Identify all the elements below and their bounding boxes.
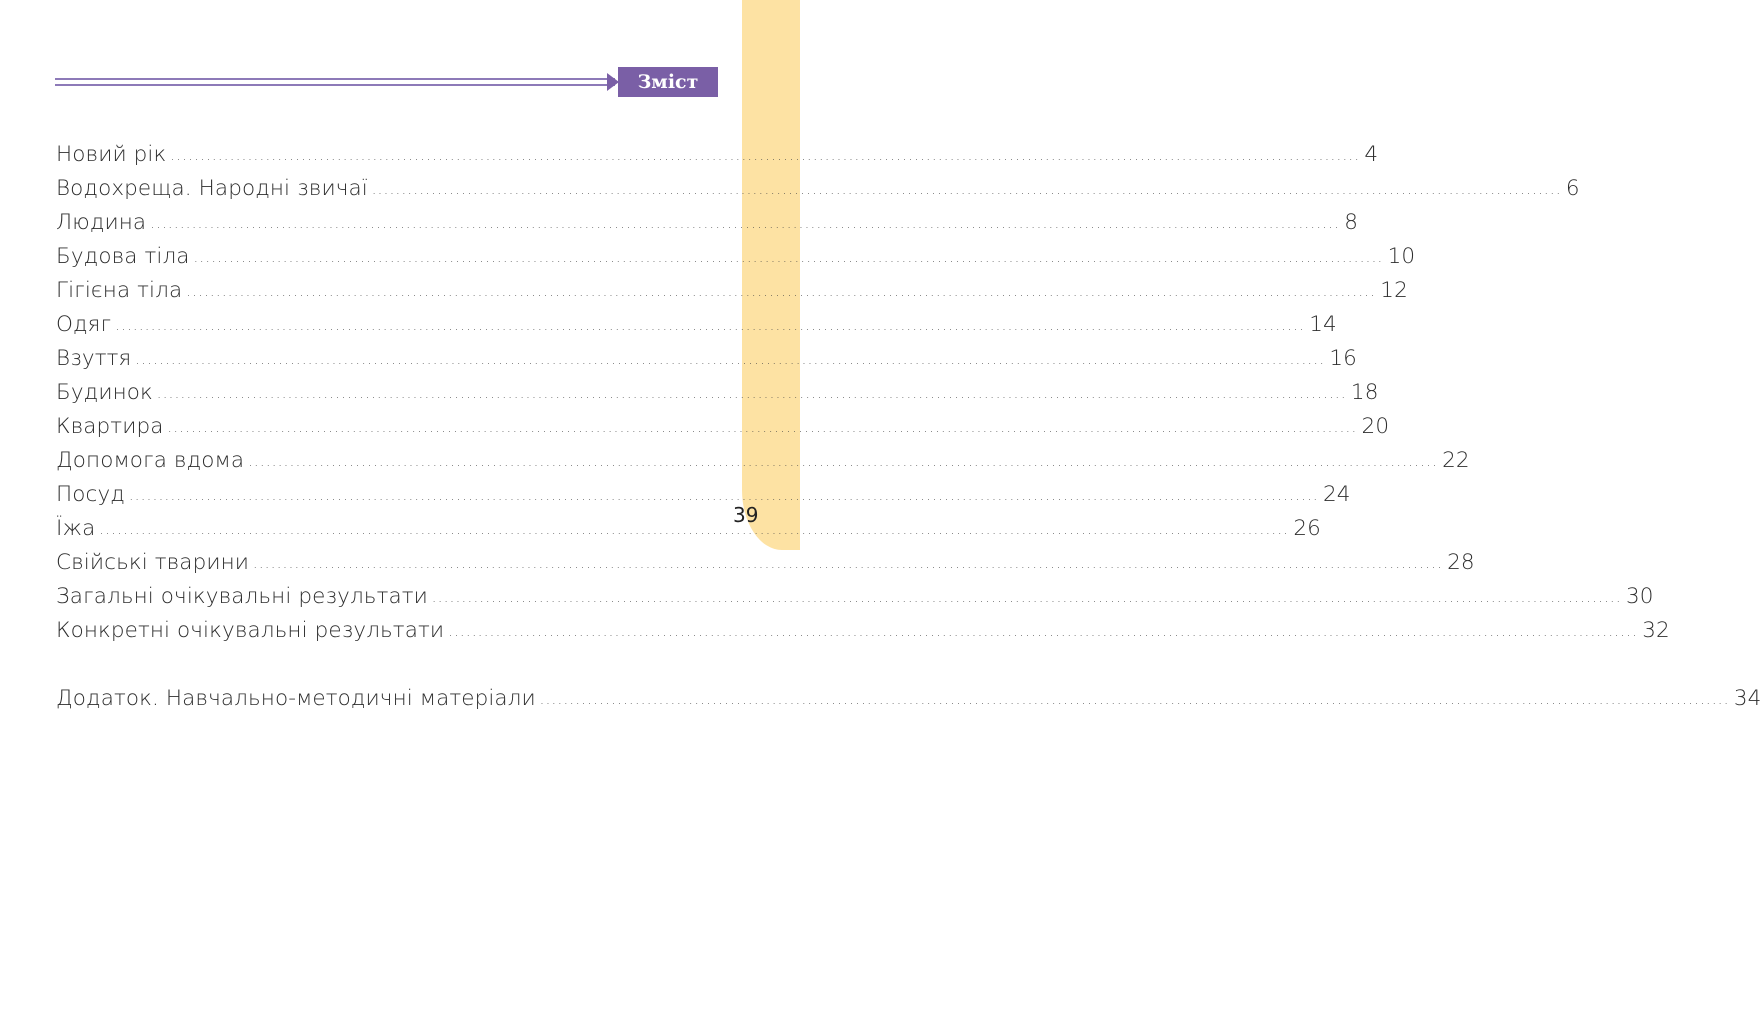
toc-entry-title: Свійські тварини bbox=[56, 550, 250, 575]
toc-entry[interactable] bbox=[56, 142, 1379, 176]
toc-entry-title: Допомога вдома bbox=[56, 448, 245, 473]
toc-entry-page: 20 bbox=[1361, 414, 1390, 439]
toc-leader: ........................................................................................................................................................................................................ bbox=[170, 148, 1361, 164]
toc-entry-title: Конкретні очікувальні результати bbox=[56, 618, 445, 643]
toc-entry-page: 24 bbox=[1322, 482, 1351, 507]
toc-leader: ........................................................................................................................................................................................................ bbox=[371, 182, 1562, 198]
toc-entry[interactable] bbox=[56, 584, 1654, 618]
toc-leader: ........................................................................................................................................................................................................ bbox=[150, 216, 1341, 232]
toc-entry[interactable] bbox=[56, 380, 1379, 414]
toc-entry-appendix[interactable] bbox=[56, 686, 1761, 720]
toc-entry-title: Додаток. Навчально-методичні матеріали bbox=[56, 686, 536, 711]
toc-entry-title: Загальні очікувальні результати bbox=[56, 584, 428, 609]
toc-entry-title: Гігієна тіла bbox=[56, 278, 183, 303]
toc-entry-page: 16 bbox=[1329, 346, 1357, 371]
toc-entry-page: 18 bbox=[1350, 380, 1379, 405]
toc-leader: ........................................................................................................................................................................................................ bbox=[99, 522, 1290, 538]
toc-entry-page: 10 bbox=[1387, 244, 1416, 269]
toc-entry-page: 32 bbox=[1642, 618, 1670, 643]
header-rule bbox=[55, 70, 615, 94]
toc-leader: ........................................................................................................................................................................................................ bbox=[135, 352, 1326, 368]
toc-leader: ........................................................................................................................................................................................................ bbox=[167, 420, 1358, 436]
toc-entry-title: Водохреща. Народні звичаї bbox=[56, 176, 368, 201]
toc-entry-page: 22 bbox=[1442, 448, 1470, 473]
toc-entry[interactable] bbox=[56, 346, 1357, 380]
toc-entry[interactable] bbox=[56, 618, 1670, 652]
toc-entry[interactable] bbox=[56, 312, 1337, 346]
toc-entry-title: Взуття bbox=[56, 346, 132, 371]
toc-entry-title: Їжа bbox=[56, 516, 96, 541]
section-title: Зміст bbox=[618, 67, 718, 97]
toc-entry-title: Одяг bbox=[56, 312, 112, 337]
toc-leader: ........................................................................................................................................................................................................ bbox=[431, 590, 1622, 606]
toc-entry-title: Людина bbox=[56, 210, 147, 235]
toc-leader: ........................................................................................................................................................................................................ bbox=[186, 284, 1377, 300]
toc-entry-title: Посуд bbox=[56, 482, 125, 507]
toc-entry[interactable] bbox=[56, 176, 1580, 210]
toc-entry[interactable] bbox=[56, 448, 1470, 482]
toc-entry[interactable] bbox=[56, 244, 1416, 278]
toc-entry-title: Новий рік bbox=[56, 142, 167, 167]
toc-entry-page: 34 bbox=[1733, 686, 1761, 711]
toc-entry-page: 30 bbox=[1625, 584, 1654, 609]
toc-entry[interactable] bbox=[56, 210, 1359, 244]
toc-leader: ........................................................................................................................................................................................................ bbox=[128, 488, 1319, 504]
toc-leader: ........................................................................................................................................................................................................ bbox=[448, 624, 1639, 640]
toc-entry[interactable] bbox=[56, 278, 1408, 312]
toc-entry-page: 8 bbox=[1344, 210, 1359, 235]
toc-entry-page: 28 bbox=[1447, 550, 1475, 575]
toc-entry[interactable] bbox=[56, 550, 1475, 584]
toc-entry-page: 14 bbox=[1309, 312, 1337, 337]
toc-entry-page: 26 bbox=[1293, 516, 1321, 541]
toc-leader: ........................................................................................................................................................................................................ bbox=[193, 250, 1384, 266]
toc-leader: ........................................................................................................................................................................................................ bbox=[156, 386, 1347, 402]
toc-leader: ........................................................................................................................................................................................................ bbox=[253, 556, 1444, 572]
toc-entry-title: Будова тіла bbox=[56, 244, 190, 269]
toc-leader: ........................................................................................................................................................................................................ bbox=[115, 318, 1306, 334]
toc-entry[interactable] bbox=[56, 516, 1321, 550]
toc-entry-title: Будинок bbox=[56, 380, 153, 405]
toc-entry[interactable] bbox=[56, 414, 1390, 448]
toc-entry-title: Квартира bbox=[56, 414, 164, 439]
page-number: 39 bbox=[733, 503, 759, 527]
toc-entry-page: 4 bbox=[1364, 142, 1379, 167]
toc-entry-page: 12 bbox=[1380, 278, 1408, 303]
toc-entry-page: 6 bbox=[1565, 176, 1580, 201]
toc-leader: ........................................................................................................................................................................................................ bbox=[248, 454, 1439, 470]
toc-leader: ........................................................................................................................................................................................................ bbox=[539, 692, 1730, 708]
